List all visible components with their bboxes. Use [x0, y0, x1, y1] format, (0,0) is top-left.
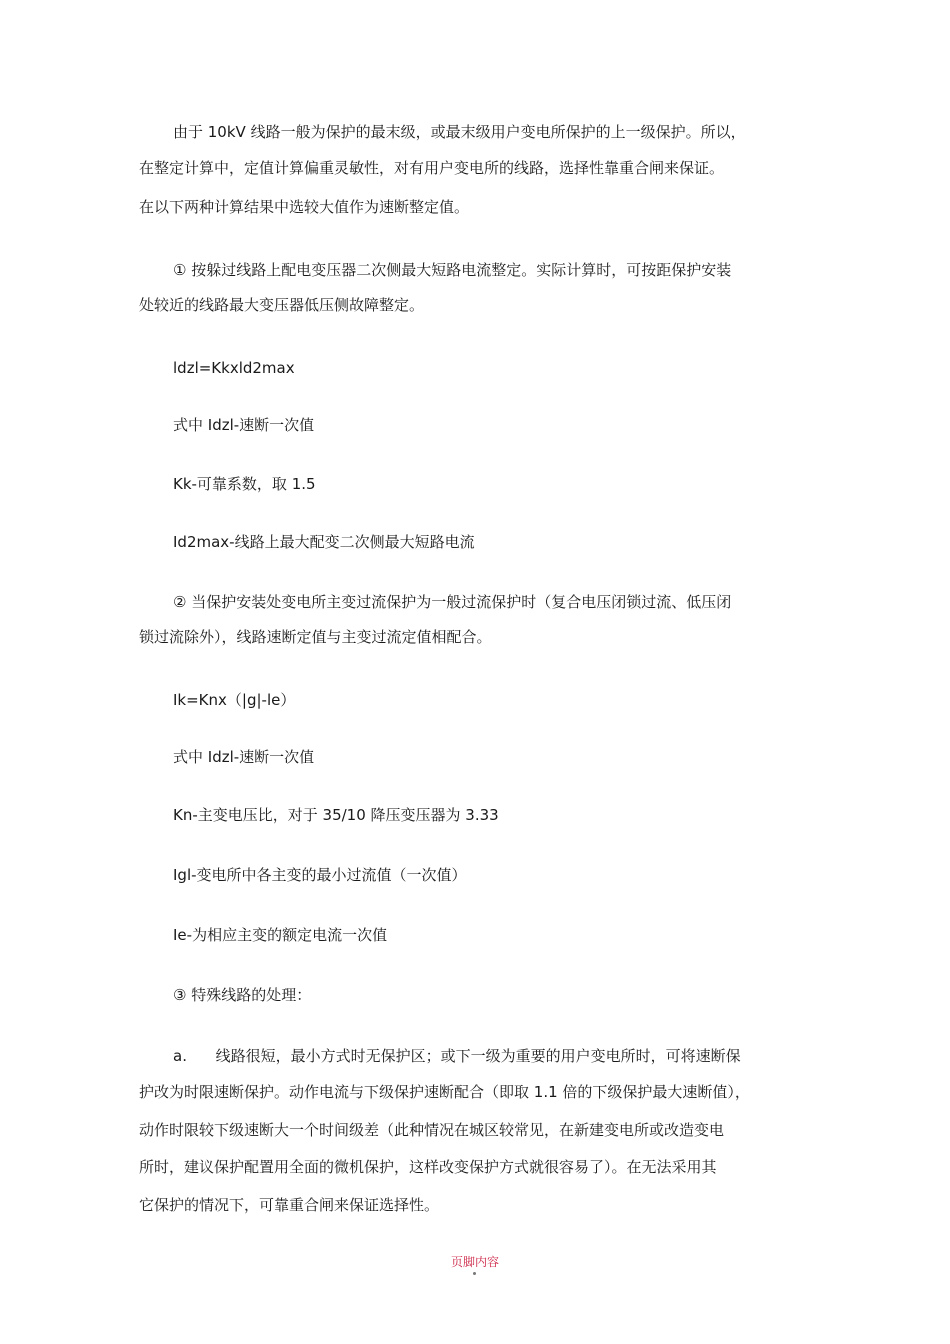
formula-2-desc-idzl: 式中 Idzl-速断一次值: [173, 748, 315, 766]
item-3a-line-4: 所时，建议保护配置用全面的微机保护，这样改变保护方式就很容易了）。在无法采用其: [139, 1158, 717, 1176]
item-1-line-1: ① 按躲过线路上配电变压器二次侧最大短路电流整定。实际计算时，可按距保护安装: [173, 261, 732, 279]
item-3a-line-3: 动作时限较下级速断大一个时间级差（此种情况在城区较常见，在新建变电所或改造变电: [139, 1121, 725, 1139]
formula-2-desc-ie: Ie-为相应主变的额定电流一次值: [173, 926, 388, 944]
formula-1-desc-kk: Kk-可靠系数，取 1.5: [173, 475, 316, 493]
item-2-line-2: 锁过流除外），线路速断定值与主变过流定值相配合。: [139, 628, 492, 646]
formula-1: ldzl=Kkxld2max: [173, 359, 295, 377]
formula-1-desc-idzl: 式中 Idzl-速断一次值: [173, 416, 315, 434]
paragraph-intro-line-1: 由于 10kV 线路一般为保护的最末级，或最末级用户变电所保护的上一级保护。所以，: [173, 123, 746, 141]
formula-2: Ik=Knx（|g|-le）: [173, 691, 296, 709]
paragraph-intro-line-2: 在整定计算中，定值计算偏重灵敏性，对有用户变电所的线路，选择性靠重合闸来保证。: [139, 159, 725, 177]
formula-1-desc-id2max: Id2max-线路上最大配变二次侧最大短路电流: [173, 533, 475, 551]
item-3a-line-5: 它保护的情况下，可靠重合闸来保证选择性。: [139, 1196, 440, 1214]
item-1-line-2: 处较近的线路最大变压器低压侧故障整定。: [139, 296, 425, 314]
footer-mark: [473, 1272, 476, 1275]
formula-2-desc-kn: Kn-主变电压比，对于 35/10 降压变压器为 3.33: [173, 806, 499, 824]
item-2-line-1: ② 当保护安装处变电所主变过流保护为一般过流保护时（复合电压闭锁过流、低压闭: [173, 593, 732, 611]
page-footer: 页脚内容: [450, 1255, 499, 1269]
item-3-heading: ③ 特殊线路的处理：: [173, 986, 312, 1004]
formula-2-desc-igl: Igl-变电所中各主变的最小过流值（一次值）: [173, 866, 467, 884]
item-3a-line-2: 护改为时限速断保护。动作电流与下级保护速断配合（即取 1.1 倍的下级保护最大速断值），: [139, 1083, 750, 1101]
paragraph-intro-line-3: 在以下两种计算结果中选较大值作为速断整定值。: [139, 198, 470, 216]
item-3a-line-1: a. 线路很短，最小方式时无保护区；或下一级为重要的用户变电所时，可将速断保: [173, 1047, 741, 1065]
